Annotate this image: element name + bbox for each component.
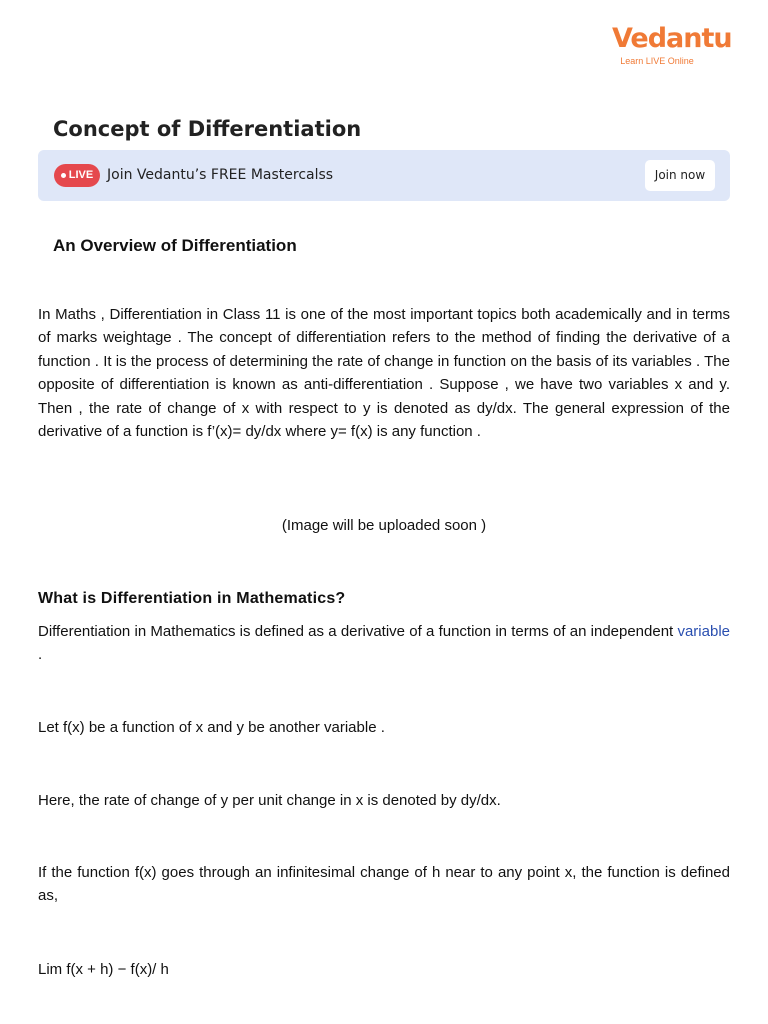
live-dot-icon <box>61 173 66 178</box>
definition-paragraph <box>38 620 730 667</box>
overview-paragraph: In Maths , Differentiation in Class 11 is one of the most important topics both academically and in terms of marks weightage . The concept of differentiation refers to the method of finding the derivative of a function . It is the process of determining the rate of change in function on the basis of its variables . The opposite of differentiation is known as anti-differentiation . Suppose , we have two variables x and y. Then , the rate of change of x with respect to y is denoted as dy/dx. The general expression of the derivative of a function is f’(x)= dy/dx where y= f(x) is any function . <box>38 306 730 441</box>
banner-text: Join Vedantu’s FREE Mastercalss <box>107 167 334 183</box>
masterclass-banner[interactable] <box>38 150 730 201</box>
logo-tagline: Learn LIVE Online <box>620 56 694 66</box>
function-line: Let f(x) be a function of x and y be another variable . <box>38 719 385 736</box>
variable-link[interactable]: variable <box>677 623 730 640</box>
logo-wordmark: Vedantu <box>612 23 732 54</box>
live-badge <box>54 164 100 187</box>
vedantu-logo[interactable] <box>612 23 732 66</box>
join-now-button[interactable]: Join now <box>645 160 715 191</box>
infinitesimal-line: If the function f(x) goes through an infinitesimal change of h near to any point x, the function is defined as, <box>38 864 730 905</box>
definition-end: . <box>38 646 43 664</box>
live-badge-label: LIVE <box>68 169 94 181</box>
definition-text: Differentiation in Mathematics is defined as a derivative of a function in terms of an independent <box>38 623 678 640</box>
limit-formula: Lim f(x + h) − f(x)/ h <box>38 961 169 978</box>
image-placeholder-note: (Image will be uploaded soon ) <box>281 517 487 534</box>
rate-line: Here, the rate of change of y per unit change in x is denoted by dy/dx. <box>38 792 501 809</box>
what-is-heading: What is Differentiation in Mathematics? <box>38 590 346 607</box>
page-title: Concept of Differentiation <box>53 117 362 141</box>
overview-heading: An Overview of Differentiation <box>53 236 297 255</box>
